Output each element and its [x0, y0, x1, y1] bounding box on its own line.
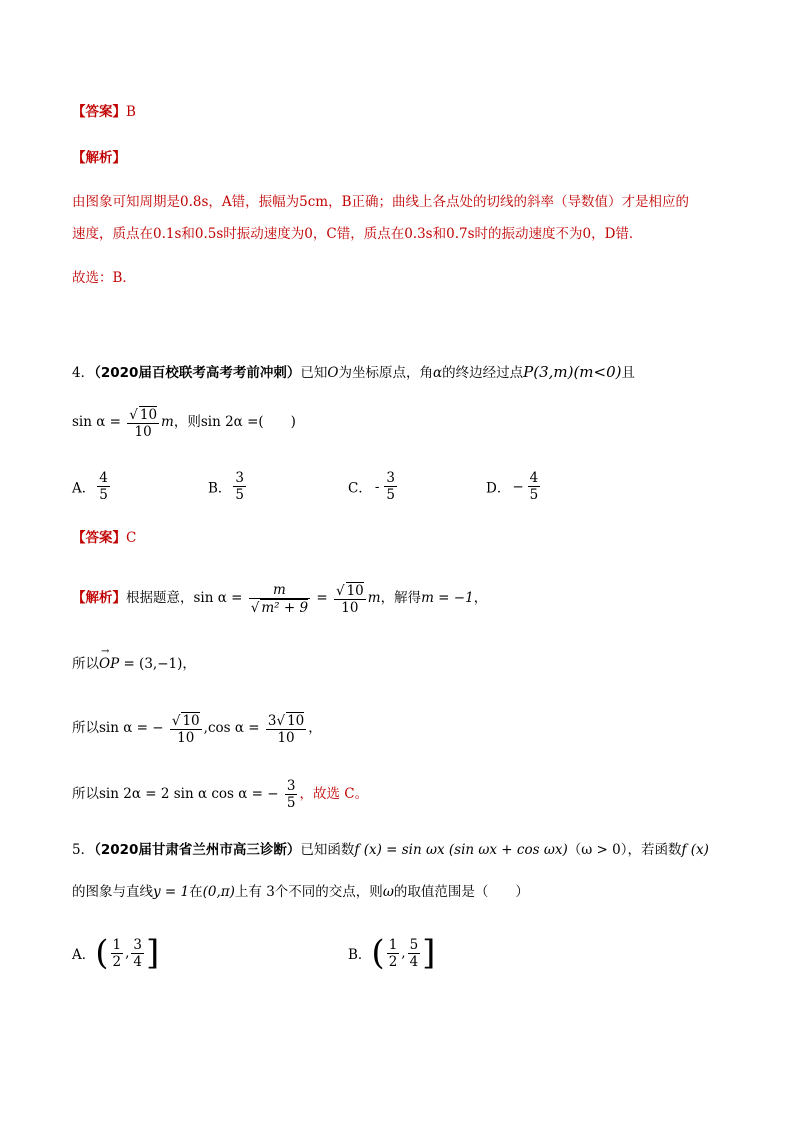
- q4-analysis-text1: 根据题意，: [126, 590, 194, 606]
- q3-analysis-tag: 【解析】: [72, 150, 126, 166]
- q4-analysis-frac2: $\frac{√ 10}{10}$: [335, 582, 364, 616]
- q4-analysis-sin: sin α =: [193, 590, 243, 606]
- q4-option-a[interactable]: A． $\frac{4}{5}$: [72, 470, 108, 503]
- q4-analysis-tag: 【解析】: [72, 590, 126, 606]
- q4-analysis-line: 【解析】根据题意，sin α = $\frac{m}{\text{√ m² + 9}}$ = $\frac{√ 10}{10}$ m，解得m = −1，: [72, 581, 488, 616]
- q4-stem-text2: 为坐标原点，角: [338, 365, 433, 381]
- q4-analysis-solution: m = −1: [421, 590, 474, 606]
- q4-stem-text1: 已知: [300, 365, 328, 381]
- q4-line2-text: ，则sin 2α =( ): [173, 414, 296, 430]
- q4-line2-fraction: $\frac{√ 10}{10}$: [129, 406, 158, 440]
- q4-so2-line: 所以sin α = − $\frac{√ 10}{10}$ ,cos α = $\frac{3√ 10}{10}$ ，: [72, 712, 322, 746]
- q4-answer-tag: 【答案】: [72, 530, 126, 546]
- q4-analysis-frac1: $\frac{m}{\text{√ m² + 9}}$: [250, 581, 309, 616]
- q4-stem-line1: [72, 362, 734, 383]
- q5-source: （2020届甘肃省兰州市高三诊断）: [94, 842, 301, 858]
- q3-answer-value: B: [126, 104, 136, 120]
- q3-analysis-line1: 由图象可知周期是0.8s，A错，振幅为5cm，B正确；曲线上各点处的切线的斜率（导数值）才是相应的: [72, 194, 690, 210]
- q3-analysis-tag-line: [72, 148, 734, 168]
- q4-stem-point: P(3,m)(m<0): [523, 363, 622, 381]
- q5-option-b[interactable]: B．( $\frac{1}{2}$ , $\frac{5}{4}$ ]: [348, 933, 436, 973]
- q4-stem-text3: 的终边经过点: [442, 365, 524, 381]
- q4-line2-sin: sin α =: [72, 414, 121, 430]
- q4-option-d[interactable]: D． − $\frac{4}{5}$: [486, 470, 539, 503]
- q4-so3-line: 所以sin 2α = 2 sin α cos α = − $\frac{3}{5}$ ，故选 C。: [72, 778, 369, 811]
- q4-answer-line: [72, 528, 734, 548]
- q3-answer-line: [72, 102, 734, 122]
- q4-stem-text4: 且: [621, 365, 635, 381]
- q5-stem-line1: 5．（2020届甘肃省兰州市高三诊断）已知函数f (x) = sin ωx (sin ωx + cos ωx)（ω > 0），若函数f (x): [72, 842, 709, 858]
- q3-conclusion: 故选：B．: [72, 270, 136, 286]
- q4-so1-line: 所以→ OP = (3,−1)，: [72, 654, 734, 674]
- q4-line2-den: 10: [134, 423, 152, 440]
- q4-answer-value: C: [126, 530, 137, 546]
- q4-option-c[interactable]: C． - $\frac{3}{5}$: [348, 470, 395, 503]
- q3-answer-tag: 【答案】: [72, 104, 126, 120]
- q4-stem-alpha: α: [433, 365, 443, 381]
- q3-analysis-line2: 速度，质点在0.1s和0.5s时振动速度为0，C错，质点在0.3s和0.7s时的振动速度不为0，D错．: [72, 226, 643, 242]
- q5-stem-line2: 的图象与直线y = 1在(0,π)上有 3个不同的交点，则ω的取值范围是（ ）: [72, 884, 529, 900]
- q4-line2-m: m: [161, 414, 174, 430]
- q4-number: 4．: [72, 365, 95, 381]
- q4-source: （2020届百校联考高考考前冲刺）: [94, 365, 301, 381]
- q4-line2-sqrt: 10: [139, 406, 158, 423]
- q4-so1-vector: → OP: [99, 654, 119, 674]
- q5-number: 5．: [72, 842, 95, 858]
- q5-function: f (x) = sin ωx (sin ωx + cos ωx): [354, 842, 568, 858]
- q4-stem-line2: [72, 404, 734, 440]
- q5-option-a[interactable]: A．( $\frac{1}{2}$ , $\frac{3}{4}$ ]: [72, 933, 160, 973]
- q4-stem-O: O: [327, 365, 339, 381]
- q4-option-b[interactable]: B． $\frac{3}{5}$: [208, 470, 245, 503]
